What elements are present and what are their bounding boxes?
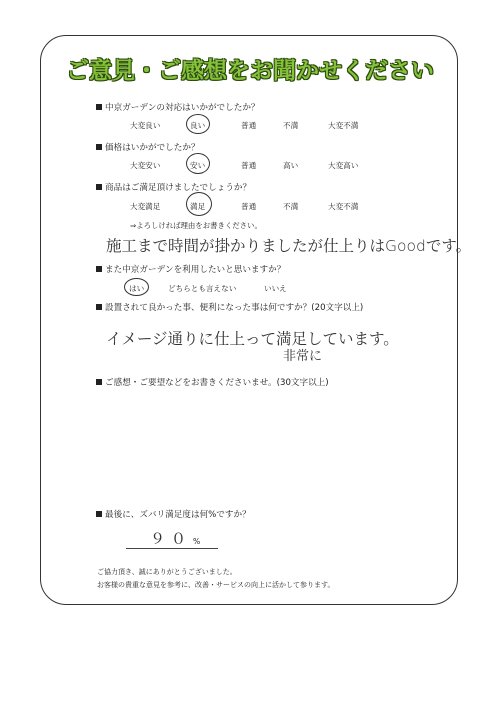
question-label: ご感想・ご要望などをお書きくださいませ。(30文字以上) [105, 378, 329, 388]
option-satisfied: 満足 [190, 202, 206, 211]
question-reuse [96, 263, 285, 275]
option-very-satisfied: 大変満足 [130, 202, 161, 211]
question-label: 中京ガーデンの対応はいかがでしたか？ [105, 103, 260, 113]
handwritten-percent-value: ９０ [150, 530, 193, 548]
thanks-message: ご協力頂き、誠にありがとうございました。 [97, 568, 237, 576]
square-bullet-icon [96, 144, 102, 150]
option-normal: 普通 [241, 202, 257, 211]
handwritten-benefits: イメージ通りに仕上って満足しています。 [106, 330, 399, 348]
option-dissatisfied: 不満 [283, 202, 299, 211]
square-bullet-icon [96, 304, 102, 310]
option-very-cheap: 大変安い [130, 161, 161, 170]
handwritten-reason: 施工まで時間が掛かりましたが仕上りはGoodです。 [106, 237, 472, 255]
handwritten-insertion: 非常に [283, 349, 323, 364]
percent-underline [126, 548, 218, 549]
square-bullet-icon [96, 266, 102, 272]
option-dissatisfied: 不満 [283, 121, 299, 130]
answer-circle-mark [186, 114, 210, 134]
question-label: 最後に、ズバリ満足度は何%ですか？ [105, 510, 251, 520]
option-very-dissatisfied: 大変不満 [328, 202, 359, 211]
square-bullet-icon [96, 511, 102, 517]
option-very-dissatisfied: 大変不満 [328, 121, 359, 130]
square-bullet-icon [96, 184, 102, 190]
percent-unit: % [193, 537, 201, 546]
question-benefits [96, 301, 363, 313]
question-comments [96, 376, 329, 388]
question-staff-service [96, 101, 260, 113]
option-very-expensive: 大変高い [328, 161, 359, 170]
option-normal: 普通 [241, 121, 257, 130]
square-bullet-icon [96, 379, 102, 385]
square-bullet-icon [96, 104, 102, 110]
question-satisfaction-percent [96, 508, 251, 520]
question-label: 商品はご満足頂けましたでしょうか？ [105, 183, 252, 193]
option-normal: 普通 [241, 161, 257, 170]
question-label: 価格はいかがでしたか？ [105, 143, 200, 153]
question-product-satisfaction [96, 181, 251, 193]
option-no: いいえ [264, 284, 287, 293]
option-expensive: 高い [283, 161, 299, 170]
answer-circle-mark [186, 153, 210, 174]
option-very-good: 大変良い [130, 121, 161, 130]
option-yes: はい [129, 284, 145, 293]
reason-prompt: ⇒よろしければ理由をお書きください。 [130, 221, 262, 230]
answer-circle-mark [124, 278, 149, 296]
improvement-message: お客様の貴重な意見を参考に、改善・サービスの向上に活かして参ります。 [97, 581, 335, 589]
answer-circle-mark [186, 192, 212, 216]
question-label: 設置されて良かった事、便利になった事は何ですか？(20文字以上) [105, 303, 364, 313]
option-good: 良い [190, 121, 206, 130]
survey-title: ご意見・ご感想をお聞かせください [66, 58, 434, 84]
question-label: また中京ガーデンを利用したいと思いますか？ [105, 265, 286, 275]
option-neither: どちらとも言えない [168, 284, 237, 293]
question-price [96, 141, 200, 153]
option-cheap: 安い [190, 161, 206, 170]
